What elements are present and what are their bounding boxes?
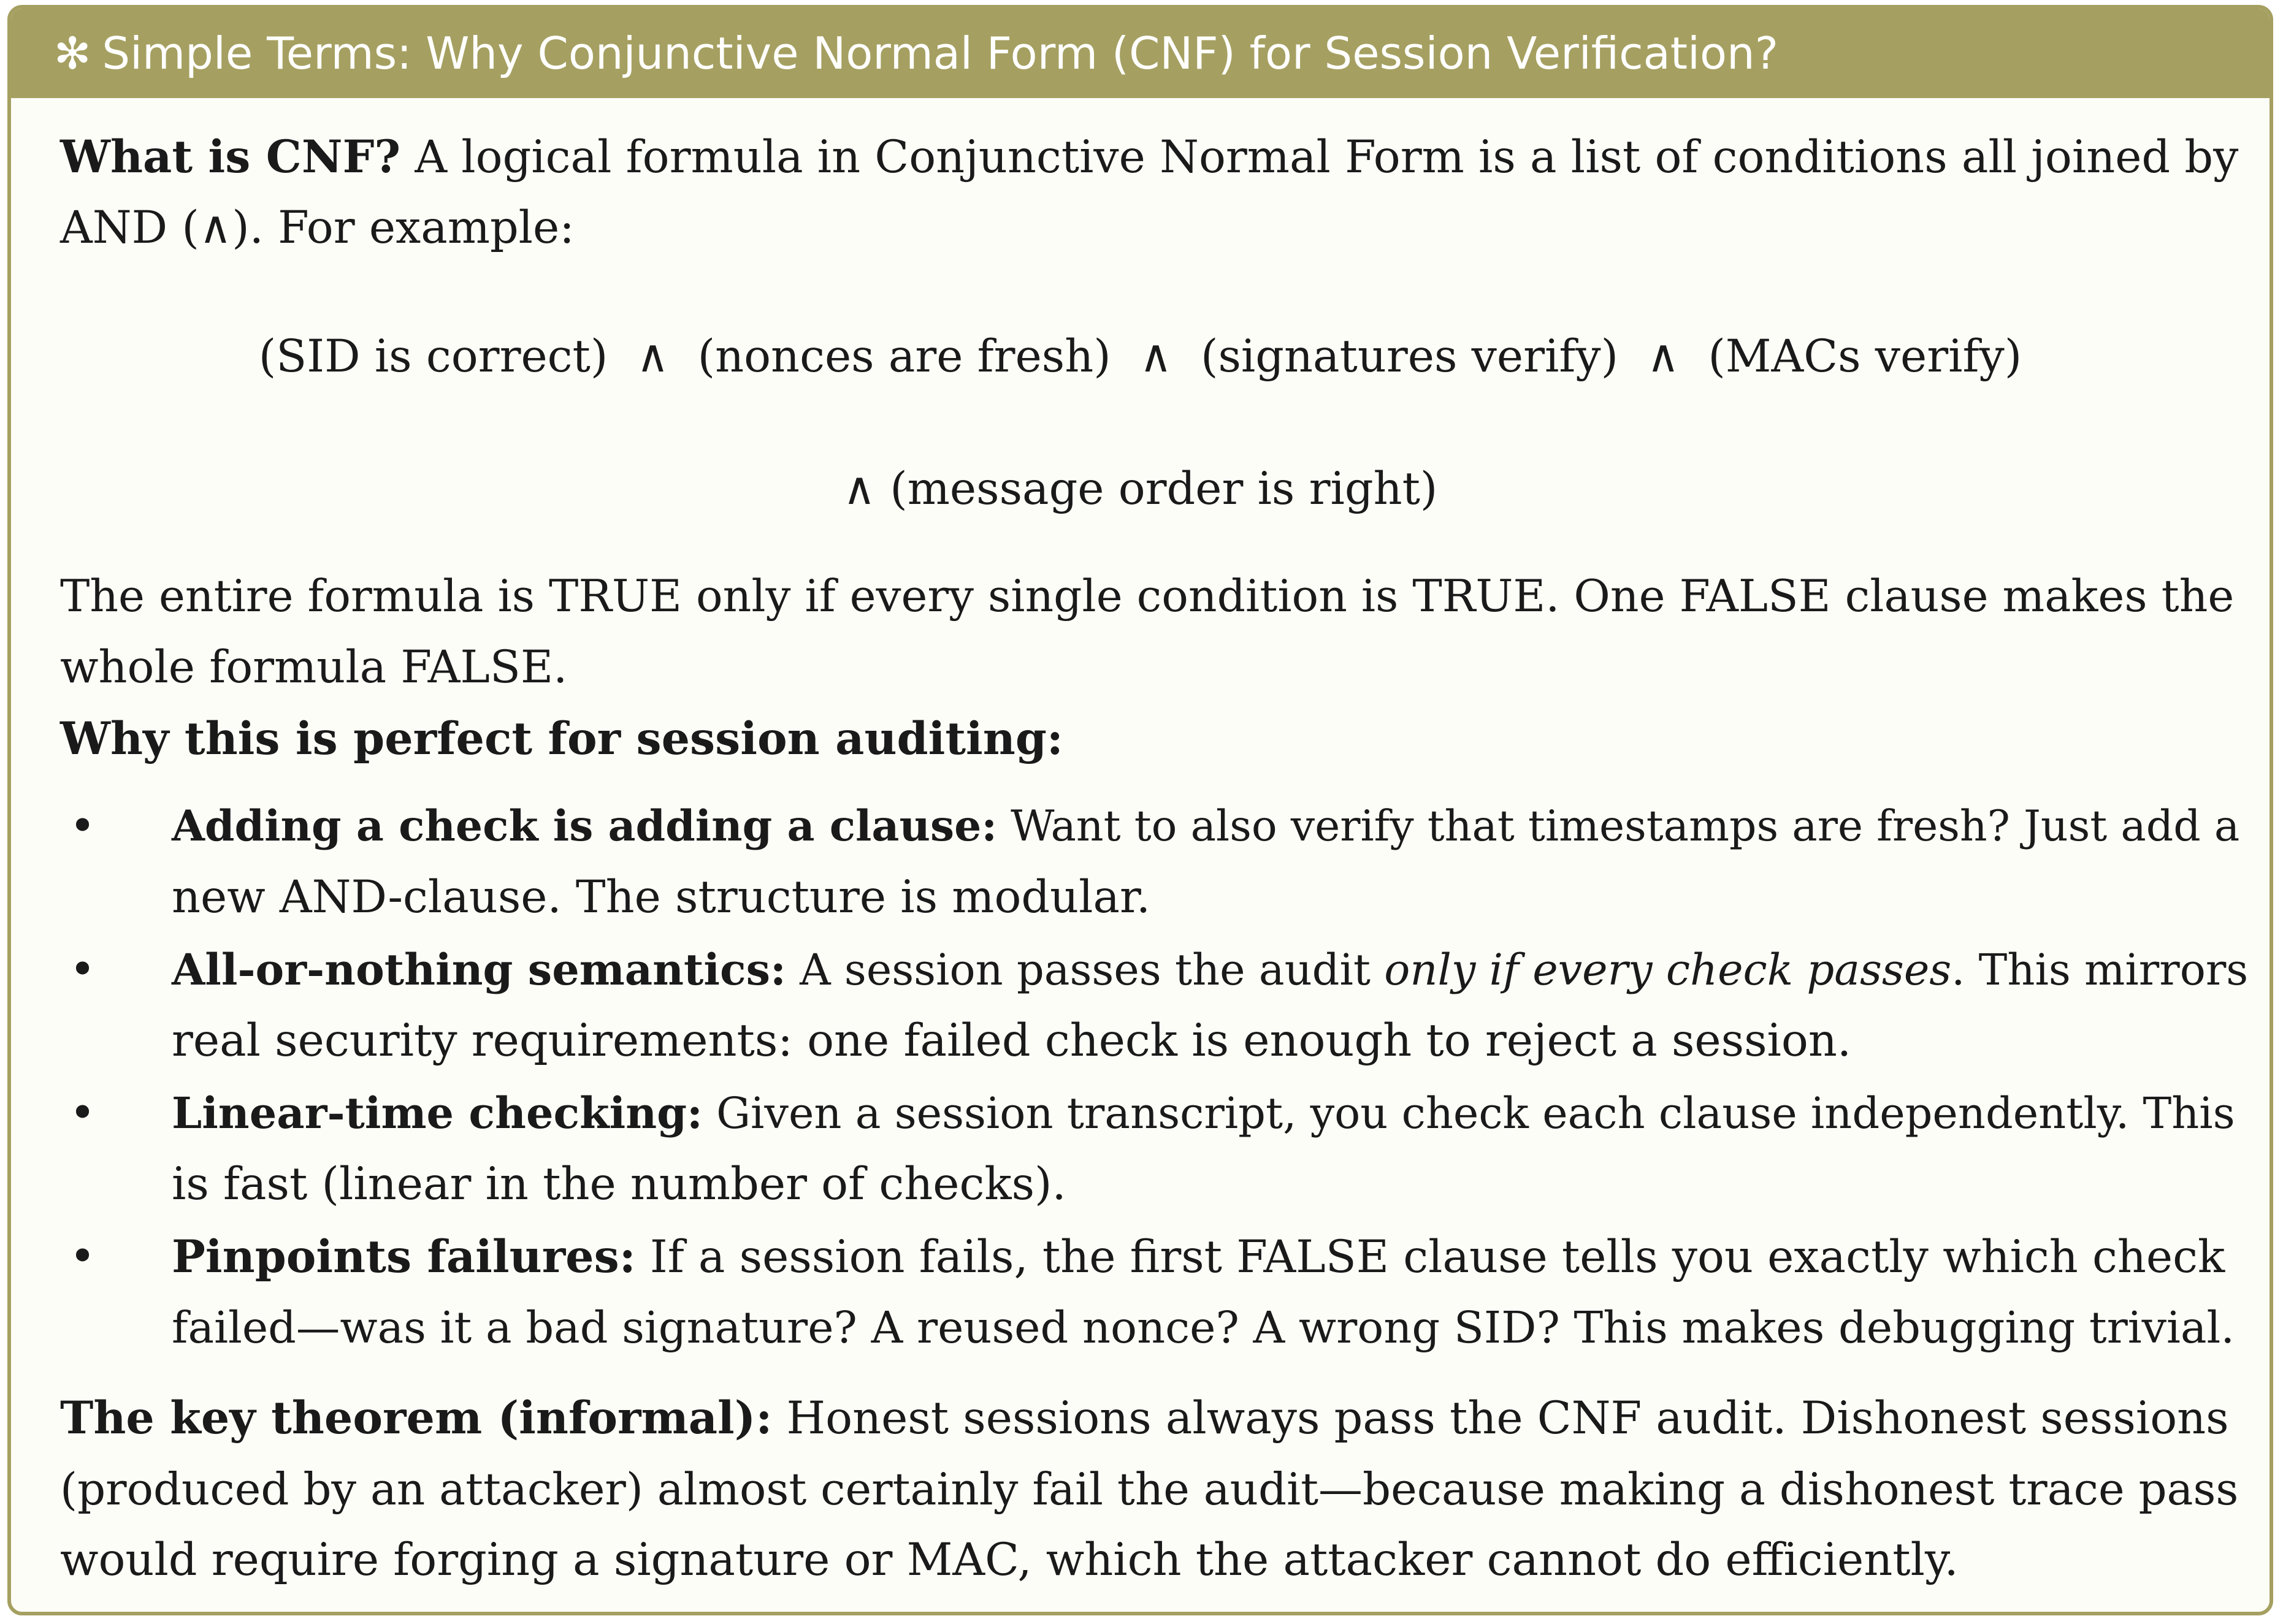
box-header	[11, 9, 2270, 98]
formula-line-2: ∧ (message order is right)	[843, 463, 1438, 515]
bullet-marker: •	[69, 1230, 96, 1283]
truth-line-2: whole formula FALSE.	[60, 641, 568, 693]
bullet-3-line-2: is fast (linear in the number of checks).	[172, 1158, 1066, 1210]
bullet-marker: •	[69, 944, 96, 996]
theorem-line-3: would require forging a signature or MAC, which the attacker cannot do efficiently.	[60, 1534, 1959, 1586]
intro-line-2: AND (∧). For example:	[60, 202, 575, 254]
info-box	[7, 5, 2273, 1615]
bullet-3-heading: Linear-time checking:	[172, 1088, 703, 1138]
bullet-4-text: If a session fails, the first FALSE clause tells you exactly which check	[635, 1231, 2225, 1283]
bullet-3-line-1	[172, 1078, 2235, 1149]
intro-text-1: A logical formula in Conjunctive Normal Form is a list of conditions all joined by	[400, 131, 2239, 183]
bullet-2-text: A session passes the audit	[786, 945, 1385, 995]
bullet-4-line-2: failed—was it a bad signature? A reused nonce? A wrong SID? This makes debugging trivial.	[172, 1302, 2235, 1353]
bullet-2-line-2: real security requirements: one failed check is enough to reject a session.	[172, 1015, 1852, 1067]
bullet-1-line-2: new AND-clause. The structure is modular.	[172, 871, 1151, 923]
truth-line-1: The entire formula is TRUE only if every single condition is TRUE. One FALSE clause makes the	[60, 571, 2235, 622]
asterisk-icon: ✻	[54, 28, 91, 79]
theorem-line-2: (produced by an attacker) almost certainly fail the audit—because making a dishonest trace pass	[60, 1463, 2239, 1515]
why-heading: Why this is perfect for session auditing:	[60, 712, 1063, 765]
bullet-marker: •	[69, 1087, 96, 1139]
bullet-1-line-1	[172, 791, 2239, 862]
bullet-4-heading: Pinpoints failures:	[172, 1230, 636, 1283]
theorem-line-1	[60, 1382, 2229, 1454]
intro-line-1	[60, 121, 2238, 193]
bullet-2-heading: All-or-nothing semantics:	[172, 944, 786, 995]
bullet-2-line-1	[172, 934, 2248, 1005]
bullet-3-text: Given a session transcript, you check each clause independently. This	[702, 1088, 2235, 1138]
bullet-2-text-end: . This mirrors	[1951, 945, 2249, 995]
bullet-marker: •	[69, 800, 96, 852]
theorem-heading: The key theorem (informal):	[60, 1392, 773, 1444]
formula-line-1: (SID is correct) ∧ (nonces are fresh) ∧ (signatures verify) ∧ (MACs verify)	[258, 330, 2022, 383]
bullet-2-emphasis: only if every check passes	[1384, 945, 1952, 995]
theorem-text-1: Honest sessions always pass the CNF audit. Dishonest sessions	[772, 1392, 2229, 1444]
bullet-1-text: Want to also verify that timestamps are fresh? Just add a	[997, 801, 2240, 851]
bullet-1-heading: Adding a check is adding a clause:	[172, 801, 997, 851]
intro-heading: What is CNF?	[60, 131, 401, 183]
bullet-4-line-1	[172, 1221, 2225, 1293]
box-title: Simple Terms: Why Conjunctive Normal Form (CNF) for Session Verification?	[102, 28, 1778, 79]
